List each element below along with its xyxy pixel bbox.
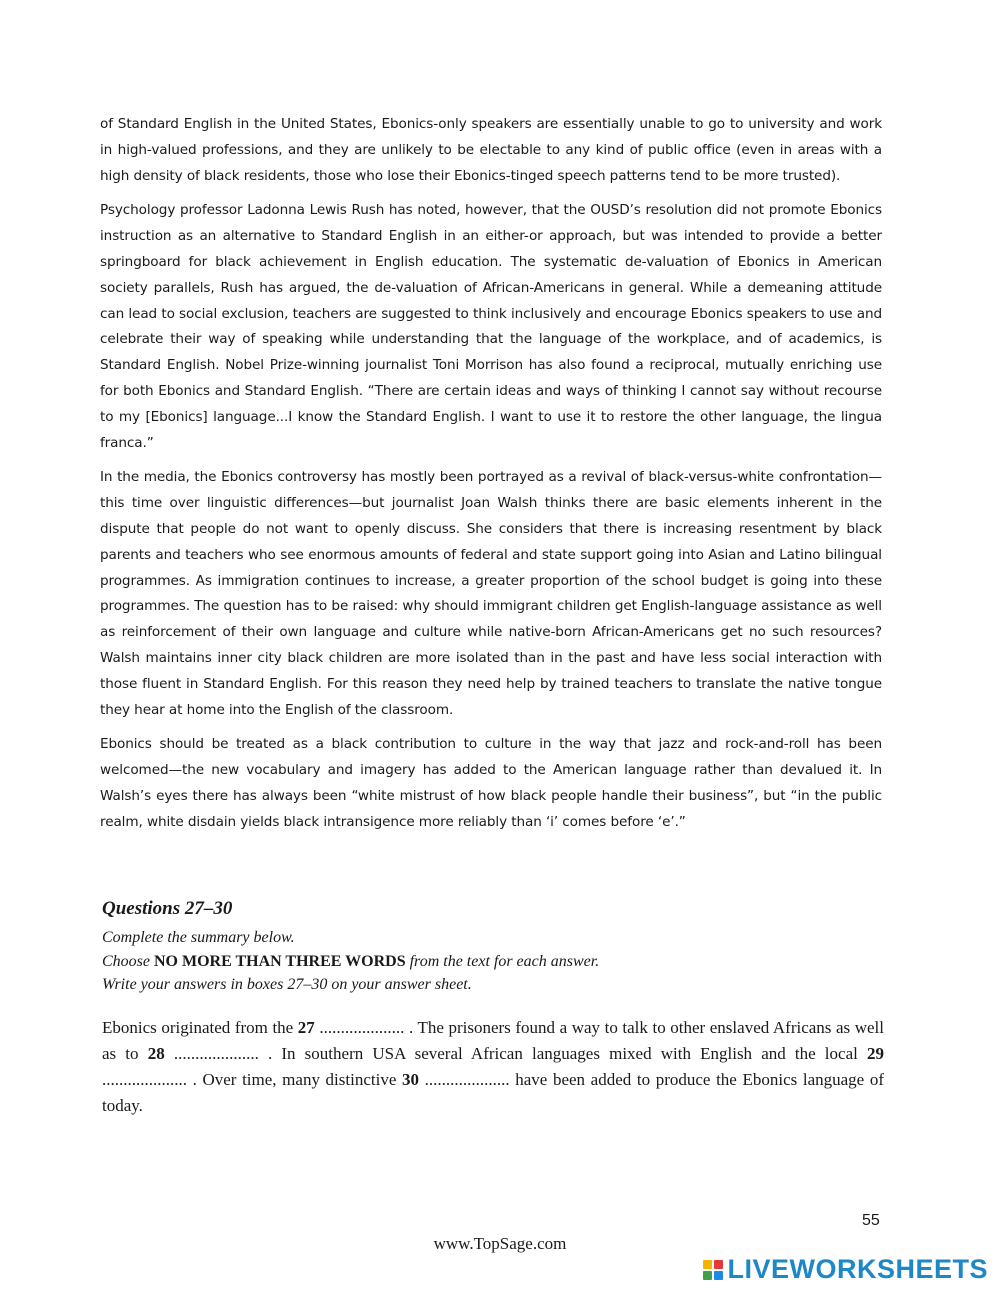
passage-paragraph-1: of Standard English in the United States, Ebonics-only speakers are essentially unable to go to university and work in high-valued professions, and they are unlikely to be electable to any kind of public office (even in areas with a high density of black residents, those who lose their Ebonics-tinged speech patterns tend to be more trusted). [100,116,882,184]
page-number: 55 [862,1212,880,1229]
questions-heading: Questions 27–30 [102,898,233,919]
summary-segment: .................... . Over time, many distinctive [102,1069,402,1089]
logo-text: LIVEWORKSHEETS [727,1254,988,1284]
liveworksheets-logo[interactable] [703,1254,988,1285]
instruction-answer-boxes: Write your answers in boxes 27–30 on your answer sheet. [102,976,472,993]
instruction-word-limit-pre: Choose [102,952,154,970]
passage-paragraph-4: Ebonics should be treated as a black contribution to culture in the way that jazz and rock-and-roll has been welcomed—the new vocabulary and imagery has added to the American language rather than devalued it. In Walsh’s eyes there has always been “white mistrust of how black people handle their business”, but “in the public realm, white disdain yields black intransigence more reliably than ‘i’ comes before ‘e’.” [100,736,882,830]
instruction-word-limit-bold: NO MORE THAN THREE WORDS [154,952,406,970]
summary-segment: .................... . In southern USA several African languages mixed with English and the local [164,1043,867,1063]
questions-section [102,896,884,1119]
passage-paragraph-2: Psychology professor Ladonna Lewis Rush has noted, however, that the OUSD’s resolution did not promote Ebonics instruction as an alternative to Standard English in an either-or approach, but was intended to provide a better springboard for black achievement in English education. The systematic de-valuation of Ebonics in American society parallels, Rush has argued, the de-valuation of African-Americans in general. While a demeaning attitude can lead to social exclusion, teachers are suggested to think inclusively and encourage Ebonics speakers to use and celebrate their way of speaking while understanding that the language of the workplace, and of academics, is Standard English. Nobel Prize-winning journalist Toni Morrison has also found a reciprocal, mutually enriching use for both Ebonics and Standard English. “There are certain ideas and ways of thinking I cannot say without recourse to my [Ebonics] language...I know the Standard English. I want to use it to restore the other language, the lingua franca.” [100,202,882,451]
gap-number-27: 27 [297,1017,315,1037]
summary-segment: .................... have been added to produce the Ebonics language of today. [102,1069,884,1115]
logo-blocks-icon [703,1260,723,1280]
reading-passage [100,112,882,845]
summary-segment: .................... . The prisoners found a way to talk to other enslaved Africans as well as to [102,1017,884,1063]
gap-number-28: 28 [147,1043,165,1063]
summary-segment: Ebonics originated from the [102,1017,298,1037]
footer-url: www.TopSage.com [433,1234,567,1253]
passage-paragraph-3: In the media, the Ebonics controversy has mostly been portrayed as a revival of black-versus-white confrontation—this time over linguistic differences—but journalist Joan Walsh thinks there are basic elements inherent in the dispute that people do not want to openly discuss. She considers that there is increasing resentment by black parents and teachers who see enormous amounts of federal and state support going into Asian and Latino bilingual programmes. As immigration continues to increase, a greater proportion of the school budget is going into these programmes. The question has to be raised: why should immigrant children get English-language assistance as well as reinforcement of their own language and culture while native-born African-Americans get no such resources? Walsh maintains inner city black children are more isolated than in the past and have less social interaction with those fluent in Standard English. For this reason they need help by trained teachers to translate the native tongue they hear at home into the English of the classroom. [100,469,882,718]
gap-number-29: 29 [867,1043,884,1063]
instruction-word-limit [102,950,884,974]
instruction-complete-summary: Complete the summary below. [102,929,295,946]
summary-text [102,1015,884,1119]
instruction-word-limit-post: from the text for each answer. [405,952,600,970]
gap-number-30: 30 [402,1069,419,1089]
